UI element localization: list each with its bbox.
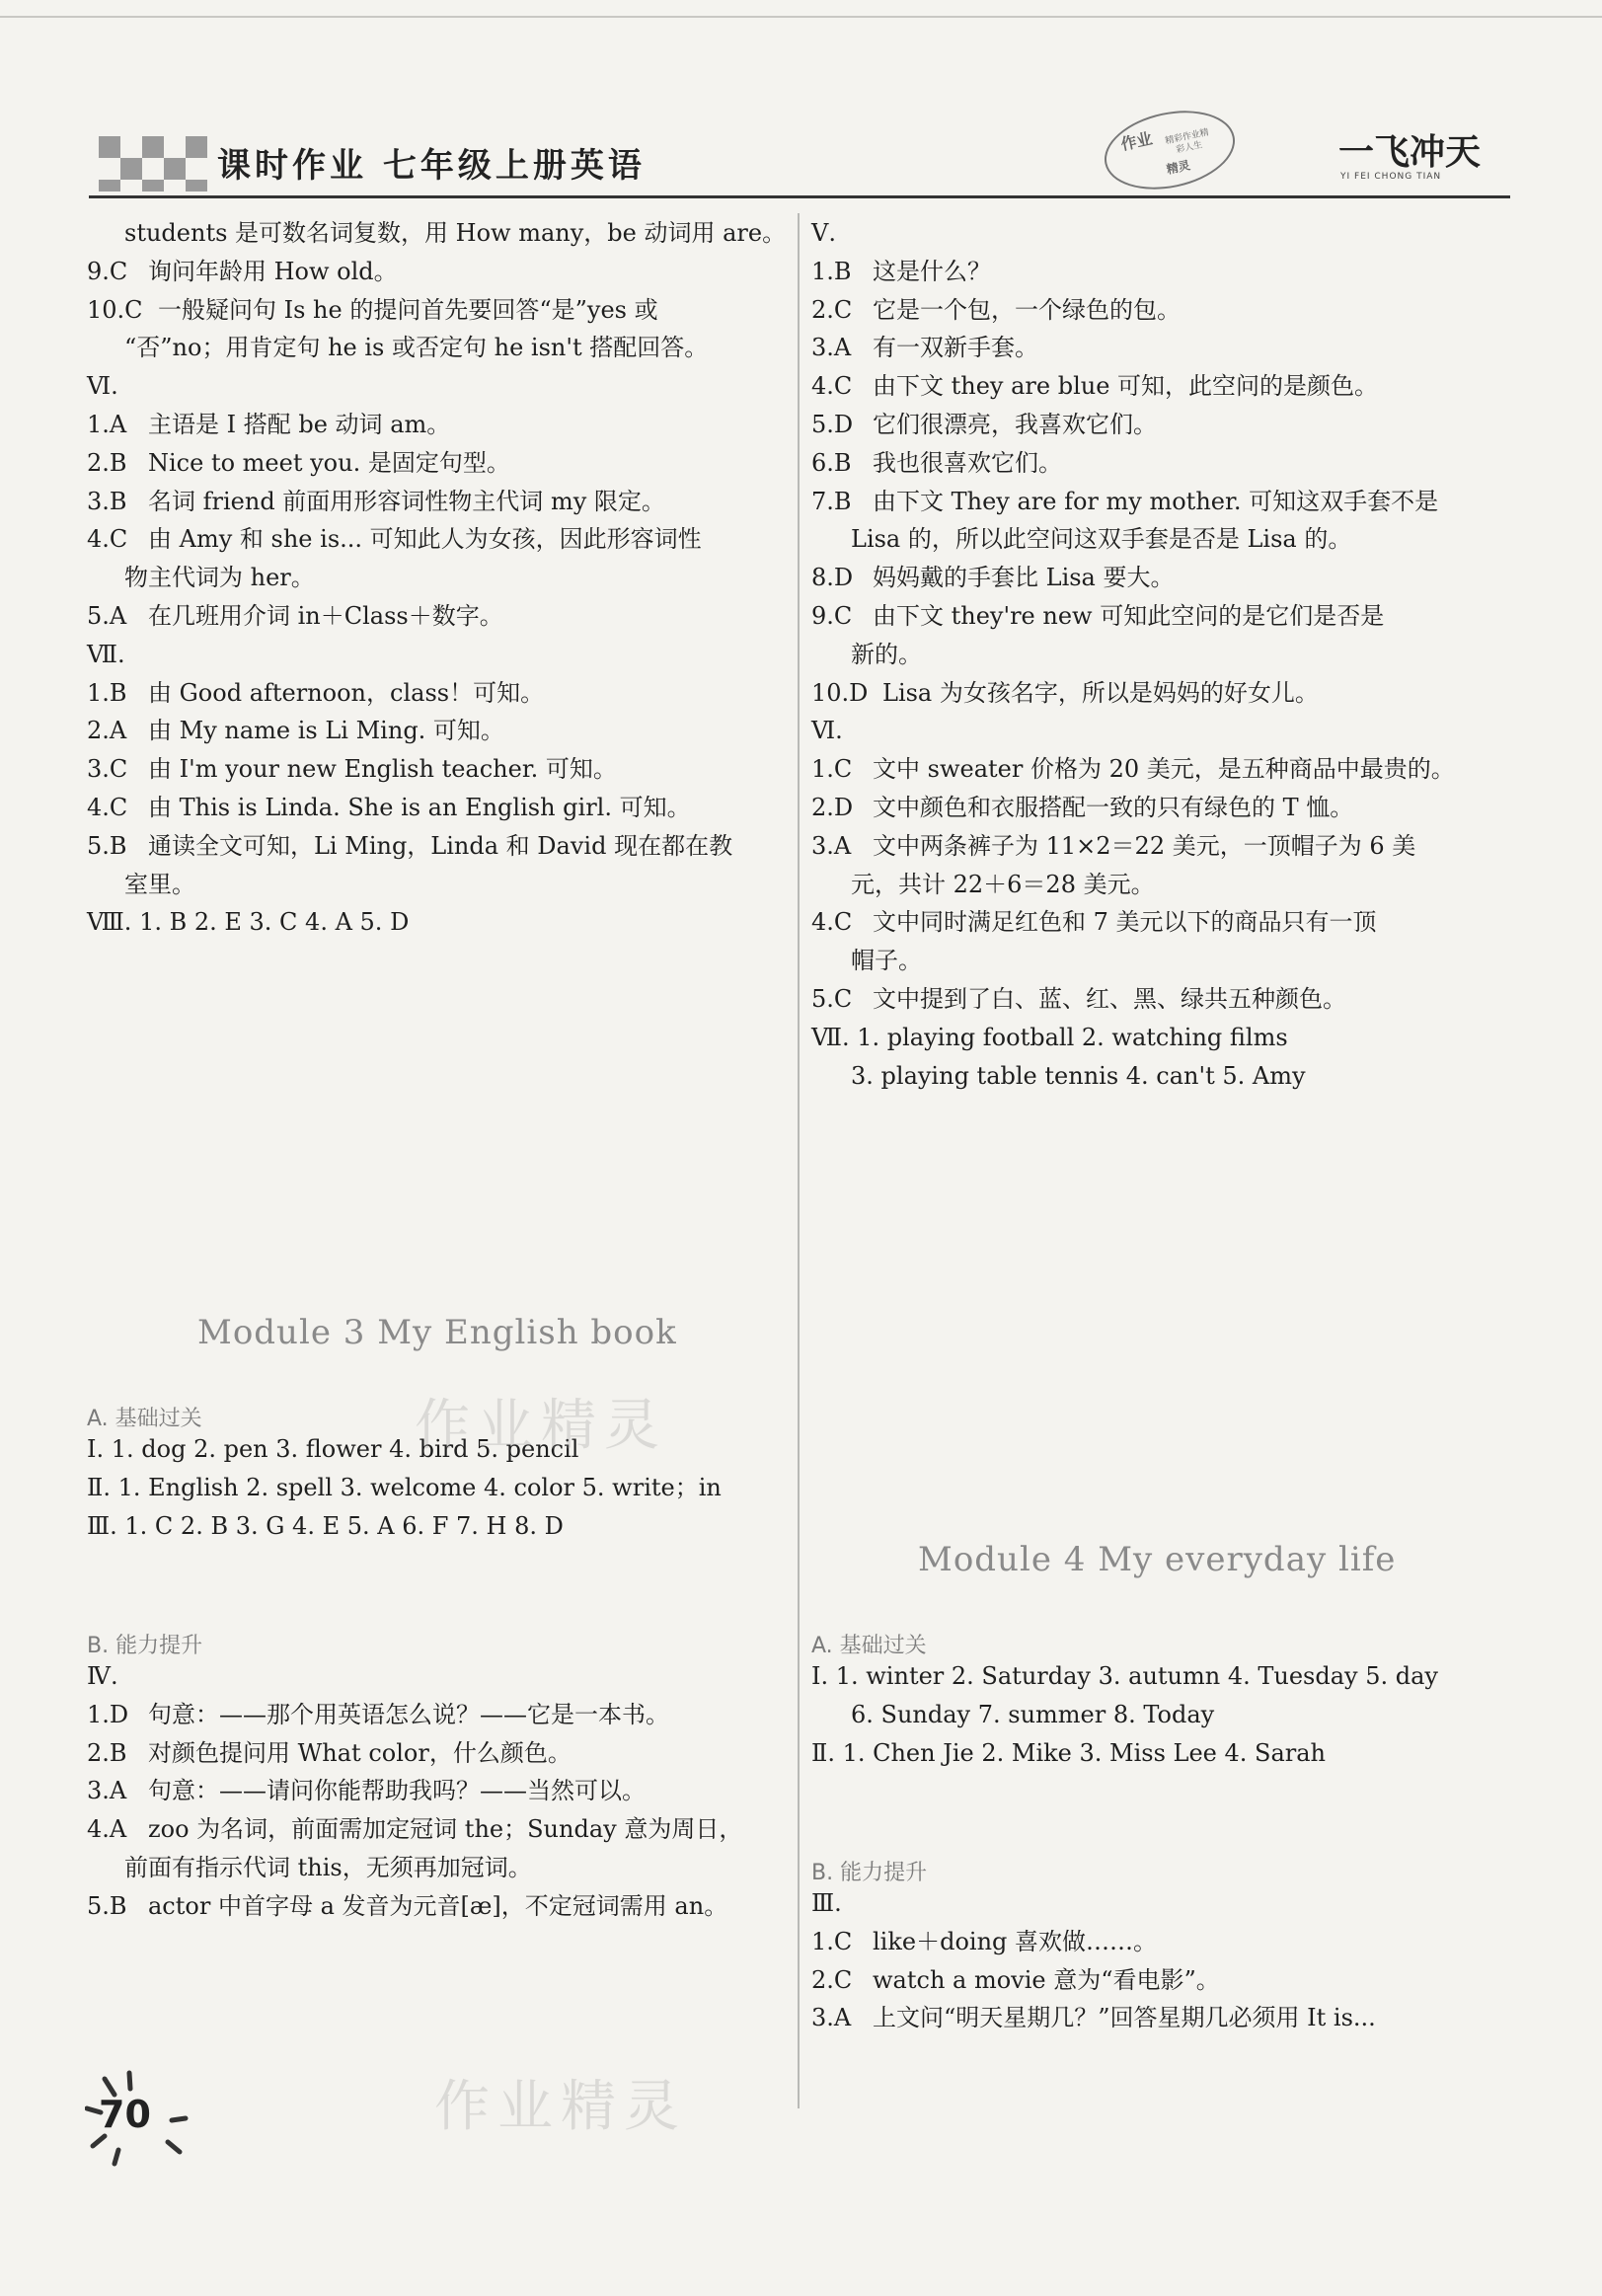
answer-text: 元，共计 22＋6＝28 美元。	[851, 870, 1155, 898]
answer-line	[87, 1733, 572, 1773]
answer-line	[811, 1998, 1376, 2037]
answer-text: 由 This is Linda. She is an English girl. 可知。	[148, 794, 691, 821]
answer-text: 通读全文可知，Li Ming，Linda 和 David 现在都在教	[148, 831, 733, 860]
answer-text: Ⅶ.	[87, 640, 125, 668]
answer-number: 2.B	[87, 448, 127, 477]
answer-number: 10.D	[811, 678, 869, 707]
answer-text: Ⅰ. 1. winter 2. Saturday 3. autumn 4. Tuesday 5. day	[811, 1662, 1438, 1690]
answer-line	[87, 711, 504, 750]
answer-text: 由下文 they are blue 可知，此空问的是颜色。	[873, 372, 1379, 401]
stamp-text-top: 作业	[1118, 128, 1155, 154]
answer-number: 2.C	[811, 1965, 853, 1994]
header-rule	[89, 195, 1510, 198]
answer-text: Ⅲ. 1. C 2. B 3. G 4. E 5. A 6. F 7. H 8. D	[87, 1511, 564, 1540]
answer-line	[811, 213, 836, 253]
answer-text: 由 Amy 和 she is... 可知此人为女孩，因此形容词性	[148, 525, 702, 554]
answer-number: 2.C	[811, 295, 853, 324]
answer-line	[87, 1886, 727, 1926]
answer-number: 5.A	[87, 602, 127, 630]
answer-text: Ⅱ. 1. English 2. spell 3. welcome 4. color 5. write；in	[87, 1473, 722, 1501]
answer-text: 它是一个包，一个绿色的包。	[873, 295, 1181, 324]
answer-number: 10.C	[87, 295, 143, 324]
answer-text: 句意：——请问你能帮助我吗？——当然可以。	[148, 1777, 646, 1805]
answer-text: Ⅰ. 1. dog 2. pen 3. flower 4. bird 5. pencil	[87, 1435, 579, 1463]
answer-line	[811, 558, 1175, 597]
answer-line	[811, 711, 843, 750]
answer-line	[124, 865, 195, 904]
header-title: 课时作业 七年级上册英语	[217, 146, 646, 186]
answer-text: 由下文 they're new 可知此空问的是它们是否是	[873, 602, 1385, 630]
answer-text: 对颜色提问用 What color，什么颜色。	[148, 1738, 572, 1767]
page-number: 70	[99, 2093, 151, 2136]
answer-line	[811, 366, 1378, 406]
answer-line	[811, 1922, 1157, 1961]
watermark-lower: 作业精灵	[434, 2075, 687, 2139]
answer-line	[87, 366, 118, 406]
answer-number: 2.A	[87, 717, 127, 745]
answer-line	[124, 213, 786, 253]
section-heading-advanced: B. 能力提升	[811, 1861, 928, 1885]
module-title: Module 4 My everyday life	[918, 1540, 1397, 1579]
answer-text: 物主代词为 her。	[124, 564, 315, 592]
section-heading-basic: A. 基础过关	[87, 1407, 202, 1431]
answer-number: 3.A	[87, 1777, 127, 1805]
answer-line	[87, 1468, 722, 1507]
answer-number: 3.B	[87, 487, 127, 515]
answer-text: Nice to meet you. 是固定句型。	[148, 448, 510, 477]
answer-line	[87, 1695, 669, 1734]
answer-number: 4.C	[87, 794, 128, 821]
answer-line	[87, 788, 691, 827]
answer-text: 室里。	[124, 870, 195, 898]
answer-text: 新的。	[851, 640, 922, 668]
answer-line	[87, 1506, 564, 1546]
answer-line	[87, 519, 702, 559]
answer-line	[811, 290, 1181, 330]
stamp-text-bottom: 精灵	[1165, 158, 1192, 177]
answer-line	[811, 749, 1455, 789]
answer-text: Ⅵ.	[811, 717, 843, 745]
page-top-edge	[0, 16, 1602, 18]
answer-line	[811, 252, 991, 291]
answer-number: 1.B	[87, 678, 127, 707]
answer-text: 它们很漂亮，我喜欢它们。	[873, 411, 1157, 438]
answer-line	[851, 519, 1351, 559]
answer-line	[851, 941, 922, 980]
answer-line	[87, 902, 409, 942]
answer-number: 5.D	[811, 411, 854, 438]
answer-text: 我也很喜欢它们。	[873, 448, 1062, 477]
answer-number: 7.B	[811, 487, 852, 515]
answer-line	[811, 1733, 1326, 1773]
answer-text: Ⅴ.	[811, 219, 836, 247]
answer-text: Ⅷ. 1. B 2. E 3. C 4. A 5. D	[87, 908, 410, 937]
answer-text: Ⅶ. 1. playing football 2. watching films	[811, 1023, 1288, 1051]
answer-line	[124, 1848, 532, 1887]
answer-text: Lisa 为女孩名字，所以是妈妈的好女儿。	[882, 678, 1319, 707]
answer-line	[851, 1056, 1306, 1096]
answer-number: 4.A	[87, 1815, 127, 1844]
answer-number: 9.C	[87, 257, 128, 285]
answer-text: 文中两条裤子为 11×2＝22 美元，一顶帽子为 6 美	[873, 831, 1416, 860]
answer-number: 2.D	[811, 794, 854, 821]
answer-number: 1.D	[87, 1700, 129, 1728]
answer-number: 1.C	[811, 755, 853, 784]
answer-line	[811, 596, 1384, 636]
answer-text: Ⅳ.	[87, 1662, 118, 1690]
answer-line	[851, 635, 922, 674]
answer-text: 由 Good afternoon，class！可知。	[148, 678, 545, 707]
answer-text: 询问年龄用 How old。	[148, 257, 398, 285]
answer-text: 名词 friend 前面用形容词性物主代词 my 限定。	[148, 487, 665, 515]
answer-number: 8.D	[811, 564, 854, 592]
answer-text: Ⅵ.	[87, 372, 118, 401]
answer-line	[811, 482, 1438, 521]
answer-text: 文中提到了白、蓝、红、黑、绿共五种颜色。	[873, 985, 1346, 1013]
answer-number: 5.B	[87, 1891, 127, 1920]
answer-line	[87, 252, 398, 291]
answer-text: 一般疑问句 Is he 的提问首先要回答“是”yes 或	[158, 295, 658, 324]
answer-text: 3. playing table tennis 4. can't 5. Amy	[851, 1061, 1306, 1090]
stamp-text-mid: 精彩作业精彩人生	[1164, 127, 1210, 156]
answer-number: 3.A	[811, 2004, 852, 2032]
answer-line	[811, 902, 1377, 942]
answer-text: 上文问“明天星期几？”回答星期几必须用 It is...	[873, 2004, 1376, 2032]
answer-text: like＋doing 喜欢做……。	[873, 1927, 1158, 1955]
answer-number: 4.C	[811, 372, 853, 401]
answer-line	[811, 979, 1346, 1019]
answer-line	[87, 596, 503, 636]
answer-number: 3.A	[811, 334, 852, 362]
answer-text: Ⅲ.	[811, 1889, 842, 1917]
answer-line	[851, 865, 1155, 904]
answer-line	[87, 1656, 118, 1696]
answer-line	[87, 443, 510, 483]
answer-line	[124, 558, 315, 597]
column-divider	[798, 213, 800, 2108]
answer-line	[87, 673, 544, 713]
answer-text: 帽子。	[851, 947, 922, 975]
answer-line	[811, 673, 1319, 713]
answer-line	[124, 328, 708, 367]
answer-number: 3.A	[811, 831, 852, 860]
answer-text: Lisa 的，所以此空问这双手套是否是 Lisa 的。	[851, 525, 1352, 554]
section-heading-advanced: B. 能力提升	[87, 1634, 203, 1658]
answer-line	[811, 405, 1157, 444]
answer-text: Ⅱ. 1. Chen Jie 2. Mike 3. Miss Lee 4. Sarah	[811, 1738, 1327, 1767]
answer-line	[87, 635, 125, 674]
answer-number: 1.A	[87, 411, 127, 438]
answer-line	[811, 1960, 1220, 2000]
answer-text: students 是可数名词复数，用 How many，be 动词用 are。	[124, 219, 787, 247]
answer-line	[87, 482, 665, 521]
answer-line	[811, 788, 1353, 827]
brand-subtitle: YI FEI CHONG TIAN	[1340, 172, 1442, 182]
answer-text: “否”no；用肯定句 he is 或否定句 he isn't 搭配回答。	[124, 334, 709, 362]
answer-number: 1.B	[811, 257, 852, 285]
answer-line	[87, 826, 732, 866]
answer-text: 句意：——那个用英语怎么说？——它是一本书。	[148, 1700, 669, 1728]
answer-text: actor 中首字母 a 发音为元音[æ]，不定冠词需用 an。	[148, 1891, 728, 1920]
brand-logo: 一飞冲天	[1338, 132, 1482, 173]
answer-line	[87, 1809, 742, 1849]
answer-text: 文中同时满足红色和 7 美元以下的商品只有一顶	[873, 908, 1377, 937]
answer-number: 1.C	[811, 1927, 853, 1955]
answer-line	[87, 749, 617, 789]
answer-text: 由 My name is Li Ming. 可知。	[148, 717, 504, 745]
seal-stamp	[1098, 100, 1243, 200]
answer-text: 文中颜色和衣服搭配一致的只有绿色的 T 恤。	[873, 794, 1354, 821]
answer-line	[87, 405, 450, 444]
answer-number: 6.B	[811, 448, 852, 477]
checker-decoration-icon	[99, 136, 217, 191]
answer-text: 有一双新手套。	[873, 334, 1038, 362]
answer-text: 文中 sweater 价格为 20 美元，是五种商品中最贵的。	[873, 755, 1455, 784]
answer-line	[811, 1656, 1438, 1696]
answer-line	[811, 826, 1415, 866]
answer-number: 3.C	[87, 755, 128, 784]
answer-text: 前面有指示代词 this，无须再加冠词。	[124, 1854, 532, 1881]
answer-text: zoo 为名词，前面需加定冠词 the；Sunday 意为周日，	[148, 1815, 743, 1844]
section-heading-basic: A. 基础过关	[811, 1634, 927, 1658]
page-header	[89, 109, 1510, 207]
answer-text: 6. Sunday 7. summer 8. Today	[851, 1700, 1215, 1728]
answer-number: 2.B	[87, 1738, 127, 1767]
answer-text: 妈妈戴的手套比 Lisa 要大。	[873, 564, 1175, 592]
answer-line	[851, 1695, 1214, 1734]
answer-line	[811, 328, 1038, 367]
answer-text: 由 I'm your new English teacher. 可知。	[148, 755, 617, 784]
answer-text: watch a movie 意为“看电影”。	[873, 1965, 1220, 1994]
answer-number: 9.C	[811, 602, 853, 630]
watermark-upper: 作业精灵	[415, 1394, 667, 1458]
answer-text: 由下文 They are for my mother. 可知这双手套不是	[873, 487, 1439, 515]
answer-line	[87, 290, 658, 330]
answer-number: 4.C	[811, 908, 853, 937]
module-title: Module 3 My English book	[197, 1313, 677, 1352]
answer-number: 4.C	[87, 525, 128, 554]
answer-text: 在几班用介词 in＋Class＋数字。	[148, 602, 503, 630]
answer-line	[811, 443, 1062, 483]
answer-text: 主语是 I 搭配 be 动词 am。	[148, 411, 451, 438]
answer-line	[811, 1018, 1288, 1057]
answer-text: 这是什么？	[873, 257, 991, 285]
answer-line	[87, 1771, 646, 1810]
answer-number: 5.B	[87, 831, 127, 860]
answer-number: 5.C	[811, 985, 853, 1013]
answer-line	[811, 1883, 842, 1923]
